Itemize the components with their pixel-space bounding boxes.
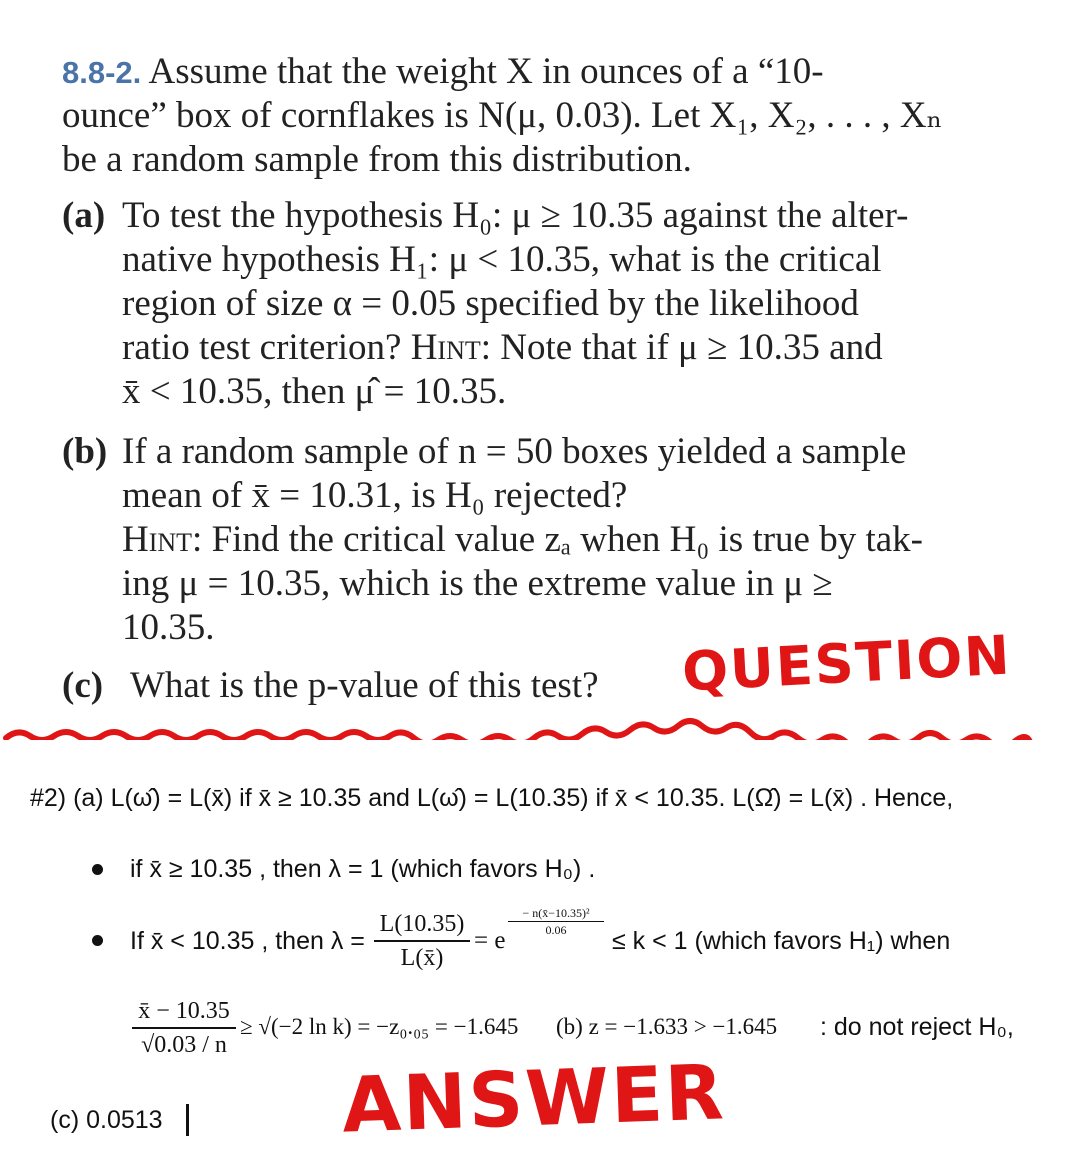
fraction-bar — [374, 940, 470, 942]
part-c-answer: (c) 0.0513 — [50, 1106, 163, 1134]
part-b-label: (b) — [62, 431, 108, 472]
hint-label: Hint: — [410, 327, 492, 368]
part-b-line-5: 10.35. — [122, 607, 215, 648]
intro-line-2: ounce” box of cornflakes is N(μ, 0.03). Let X₁, X₂, . . . , Xₙ — [62, 95, 943, 136]
lambda-fraction — [374, 910, 470, 972]
part-b-line-3: Hint: Find the critical value zₐ when H₀ is true by tak- — [122, 519, 923, 560]
bullet-1: if x̄ ≥ 10.35 , then λ = 1 (which favors H₀) . — [130, 855, 596, 883]
critical-fraction — [132, 997, 236, 1059]
intro-line-1: Assume that the weight X in ounces of a “10- — [148, 51, 824, 92]
part-b-line-2: mean of x̄ = 10.31, is H₀ rejected? — [122, 475, 628, 516]
bullet-dot — [92, 864, 103, 875]
bullet-2-prefix: If x̄ < 10.35 , then λ = — [130, 927, 365, 955]
answer-line-1: #2) (a) L(ω̂) = L(x̄) if x̄ ≥ 10.35 and L(ω̂) = L(10.35) if x̄ < 10.35. L(Ω̂) = L(x̄) . Hence, — [30, 784, 954, 812]
intro-line-3: be a random sample from this distribution. — [62, 139, 692, 180]
problem-number: 8.8-2. — [62, 55, 142, 90]
bullet-dot — [92, 935, 103, 946]
part-b-line-1: If a random sample of n = 50 boxes yielded a sample — [122, 431, 907, 472]
critical-denominator: √0.03 / n — [141, 1032, 227, 1058]
exponent-denominator: 0.06 — [545, 923, 567, 937]
part-b-conclusion: : do not reject H₀, — [820, 1013, 1014, 1041]
part-a-line-3: region of size α = 0.05 specified by the likelihood — [122, 283, 859, 324]
question-line-1 — [62, 50, 824, 95]
lambda-denominator: L(x̄) — [400, 945, 444, 971]
part-c-text: What is the p-value of this test? — [130, 665, 599, 706]
text-cursor — [186, 1104, 189, 1136]
part-a-label: (a) — [62, 195, 106, 236]
handwritten-question-label: QUESTION — [680, 623, 1013, 704]
fraction-bar — [508, 921, 604, 922]
part-c-label: (c) — [62, 665, 104, 706]
exponent-fraction — [508, 906, 604, 937]
exp-base: = e — [474, 927, 506, 954]
critical-rest: ≥ √(−2 ln k) = −z₀.₀₅ = −1.645 — [240, 1014, 519, 1039]
part-b-answer: (b) z = −1.633 > −1.645 — [556, 1014, 778, 1039]
bullet-2-suffix: ≤ k < 1 (which favors H₁) when — [612, 927, 951, 955]
hint-label: Hint: — [122, 519, 203, 560]
fraction-bar — [132, 1027, 236, 1029]
exponent-numerator: − n(x̄−10.35)² — [522, 906, 590, 920]
lambda-numerator: L(10.35) — [379, 911, 465, 937]
part-a-line-4: ratio test criterion? Hint: Note that if μ ≥ 10.35 and — [122, 327, 883, 368]
part-a-line-2: native hypothesis H₁: μ < 10.35, what is the critical — [122, 239, 882, 280]
answer-block — [0, 740, 1080, 1158]
part-a-line-5: x̄ < 10.35, then μ̂ = 10.35. — [122, 371, 507, 412]
part-a-line-1: To test the hypothesis H₀: μ ≥ 10.35 against the alter- — [122, 195, 909, 236]
part-b-line-4: ing μ = 10.35, which is the extreme value in μ ≥ — [122, 563, 833, 604]
critical-numerator: x̄ − 10.35 — [138, 998, 230, 1024]
handwritten-answer-label: ANSWER — [340, 1047, 727, 1150]
